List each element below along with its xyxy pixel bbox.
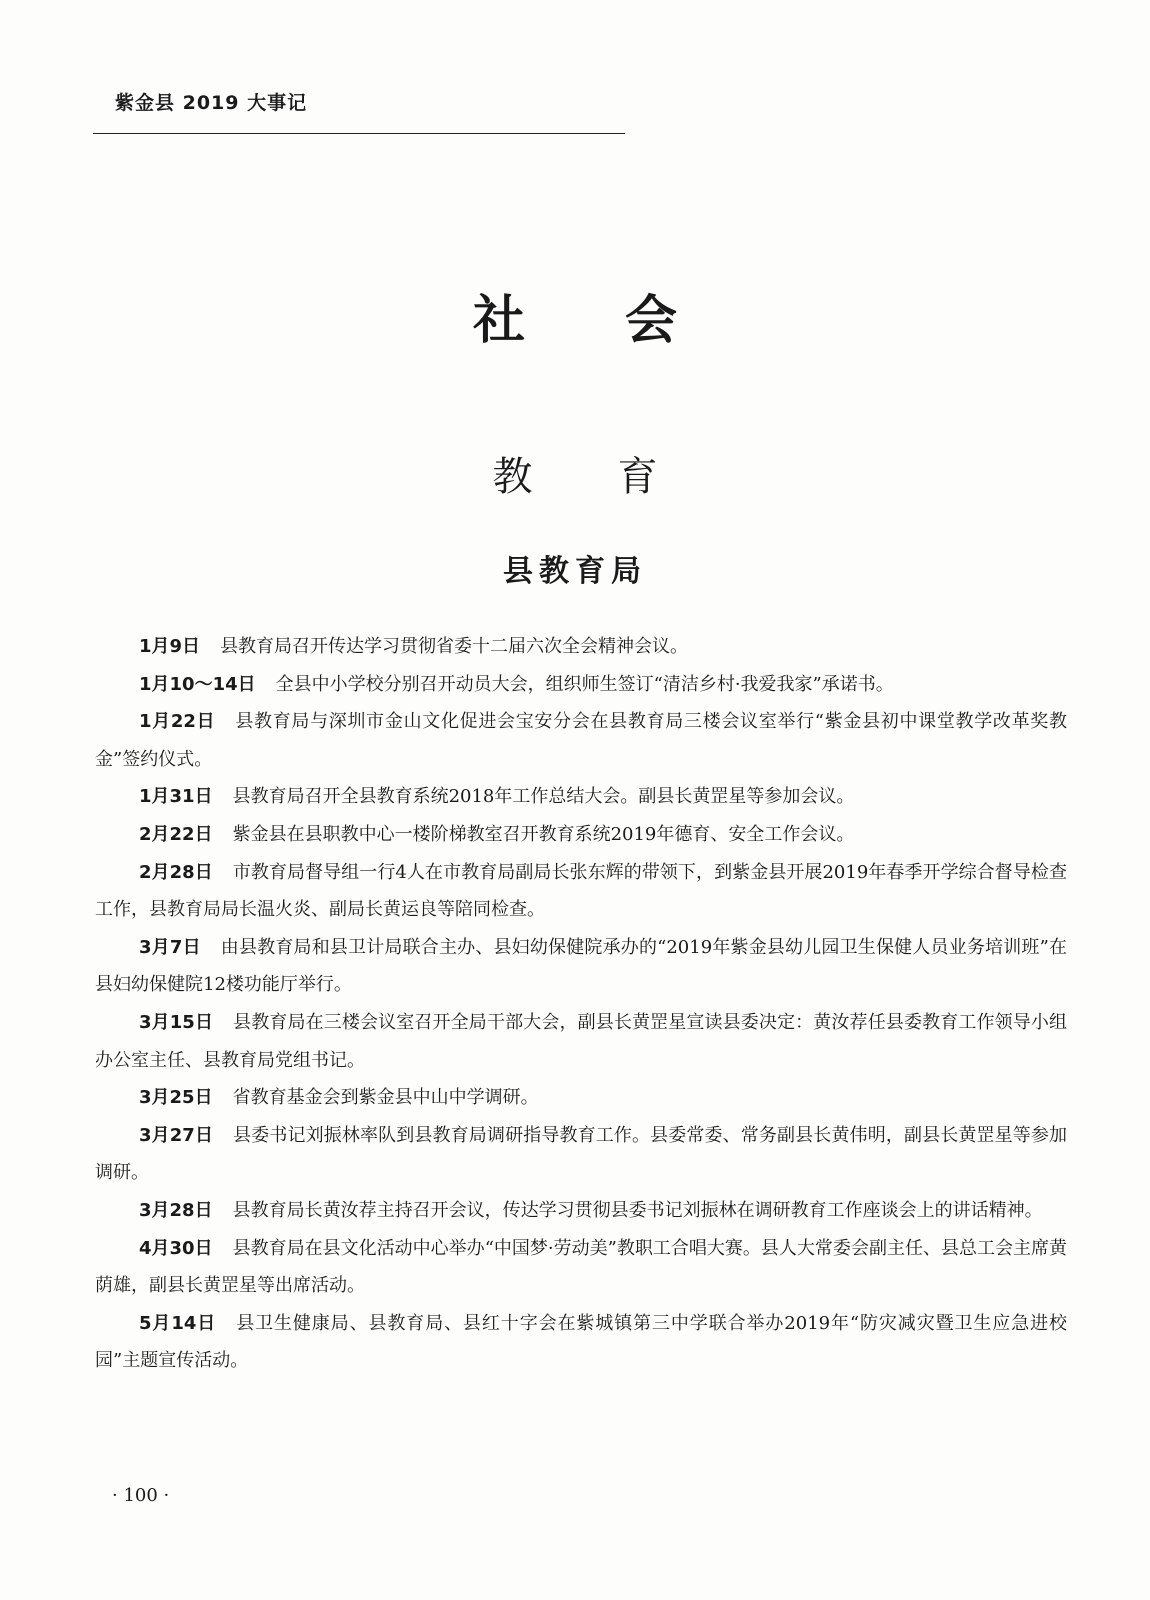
entry-text: 县卫生健康局、县教育局、县红十字会在紫城镇第三中学联合举办2019年“防灾减灾暨卫生应急进校园”主题宣传活动。 <box>95 1312 1067 1372</box>
header-rule <box>93 133 625 134</box>
entry-date: 1月10～14日 <box>139 673 256 695</box>
entry-text: 县教育局召开全县教育系统2018年工作总结大会。副县长黄罡星等参加会议。 <box>232 786 855 808</box>
entry-date: 1月22日 <box>139 711 216 733</box>
chronicle-entry <box>95 1117 1067 1192</box>
entry-text: 县教育局召开传达学习贯彻省委十二届六次全会精神会议。 <box>220 636 689 657</box>
entry-date: 3月27日 <box>139 1124 214 1146</box>
entry-text: 市教育局督导组一行4人在市教育局副局长张东辉的带领下，到紫金县开展2019年春季开学综合督导检查工作，县教育局局长温火炎、副局长黄运良等陪同检查。 <box>95 861 1067 921</box>
chronicle-entry <box>95 1305 1067 1380</box>
page-number: · 100 · <box>112 1485 170 1506</box>
entry-date: 2月28日 <box>139 861 213 883</box>
section-title: 社会 <box>472 291 777 351</box>
entry-date: 3月25日 <box>139 1087 213 1109</box>
chronicle-entry <box>95 816 1067 854</box>
chronicle-entry <box>95 628 1067 666</box>
chronicle-entry <box>95 854 1067 929</box>
entry-date: 3月15日 <box>139 1011 214 1033</box>
chronicle-entry <box>95 778 1067 816</box>
chronicle-entries <box>95 628 1067 1380</box>
chronicle-entry <box>95 1079 1067 1117</box>
chronicle-entry <box>95 929 1067 1004</box>
subsection-title: 教育 <box>492 454 743 500</box>
running-header: 紫金县 2019 大事记 <box>115 92 308 114</box>
chronicle-entry <box>95 1192 1067 1230</box>
chronicle-entry <box>95 1004 1067 1079</box>
entry-text: 县教育局与深圳市金山文化促进会宝安分会在县教育局三楼会议室举行“紫金县初中课堂教学改革奖教金”签约仪式。 <box>95 711 1067 770</box>
entry-text: 县教育局在三楼会议室召开全局干部大会，副县长黄罡星宣读县委决定：黄汝荐任县委教育工作领导小组办公室主任、县教育局党组书记。 <box>95 1011 1068 1071</box>
entry-date: 2月22日 <box>139 823 213 845</box>
entry-date: 5月14日 <box>139 1312 217 1334</box>
chronicle-entry <box>95 703 1067 778</box>
chronicle-entry <box>95 1230 1067 1305</box>
entry-text: 县委书记刘振林率队到县教育局调研指导教育工作。县委常委、常务副县长黄伟明，副县长黄罡星等参加调研。 <box>95 1124 1068 1184</box>
entry-text: 紫金县在县职教中心一楼阶梯教室召开教育系统2019年德育、安全工作会议。 <box>232 823 855 845</box>
entry-text: 全县中小学校分别召开动员大会，组织师生签订“清洁乡村·我爱我家”承诺书。 <box>275 673 894 695</box>
entry-date: 3月7日 <box>139 936 201 958</box>
entry-text: 县教育局在县文化活动中心举办“中国梦·劳动美”教职工合唱大赛。县人大常委会副主任、县总工会主席黄荫雄，副县长黄罡星等出席活动。 <box>95 1237 1068 1297</box>
entry-text: 省教育基金会到紫金县中山中学调研。 <box>232 1087 539 1109</box>
chronicle-entry <box>95 666 1067 704</box>
entry-text: 由县教育局和县卫计局联合主办、县妇幼保健院承办的“2019年紫金县幼儿园卫生保健人员业务培训班”在县妇幼保健院12楼功能厅举行。 <box>95 936 1067 996</box>
entry-date: 3月28日 <box>139 1199 213 1221</box>
entry-date: 1月31日 <box>139 786 213 808</box>
entry-date: 4月30日 <box>139 1237 213 1259</box>
entry-text: 县教育局长黄汝荐主持召开会议，传达学习贯彻县委书记刘振林在调研教育工作座谈会上的讲话精神。 <box>232 1199 1043 1221</box>
entry-date: 1月9日 <box>139 636 201 657</box>
unit-title: 县教育局 <box>503 554 647 589</box>
